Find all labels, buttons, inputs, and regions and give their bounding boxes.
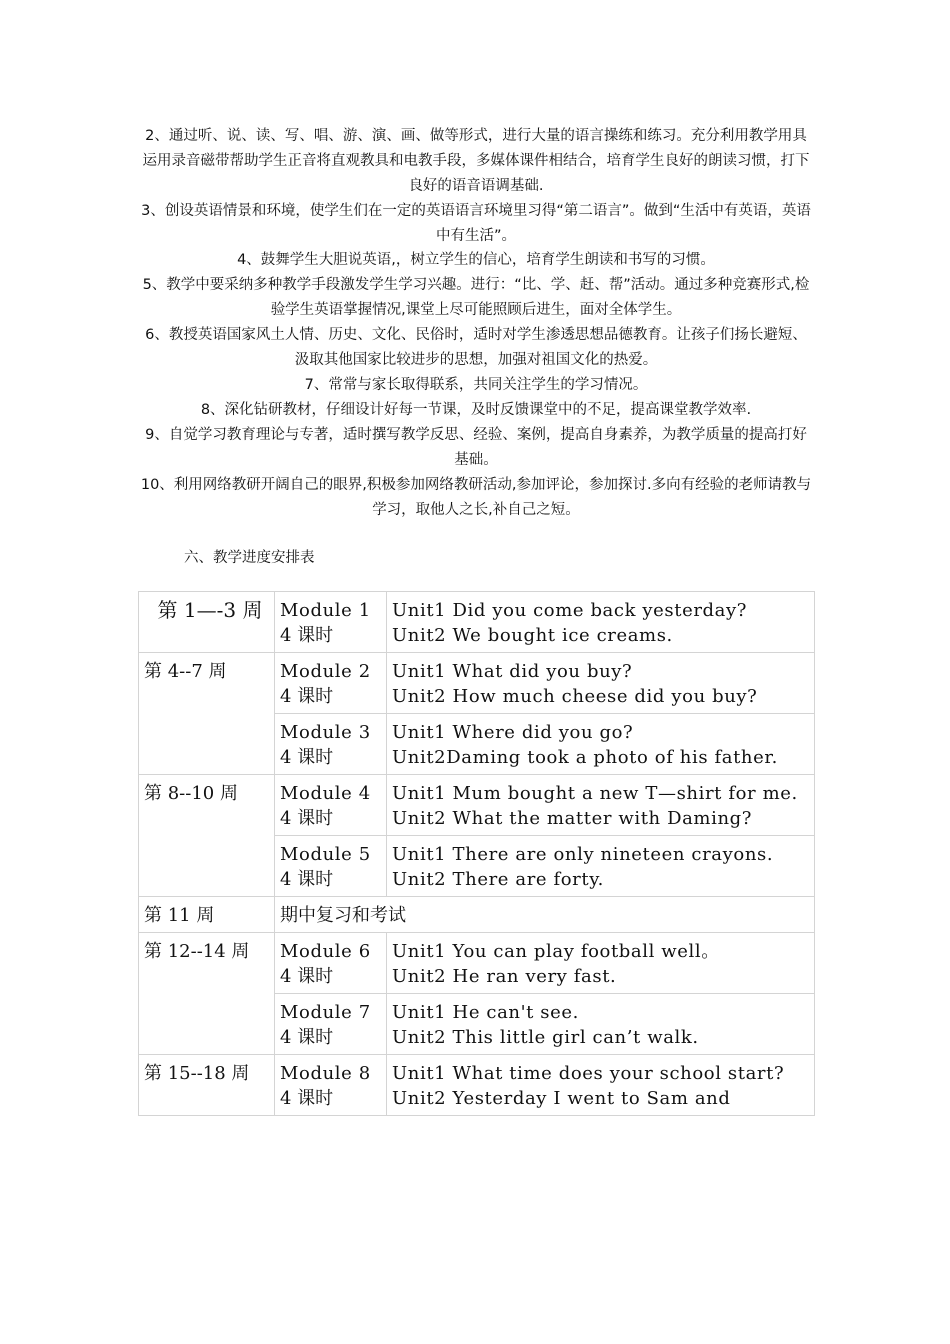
table-row — [139, 1055, 815, 1116]
unit-line: Unit1 You can play football well。 — [392, 941, 720, 962]
unit-line: Unit2Daming took a photo of his father. — [392, 747, 778, 768]
paragraph-5: 5、教学中要采纳多种教学手段激发学生学习兴趣。进行：“比、学、赶、帮”活动。通过多种竞赛形式,检验学生英语掌握情况,课堂上尽可能照顾后进生，面对全体学生。 — [142, 277, 810, 318]
paragraph-4: 4、鼓舞学生大胆说英语,，树立学生的信心，培育学生朗读和书写的习惯。 — [237, 252, 715, 268]
table-row — [139, 592, 815, 653]
units-cell — [387, 592, 815, 653]
module-name: Module 8 — [280, 1063, 371, 1084]
module-name: Module 2 — [280, 661, 371, 682]
unit-line: Unit2 Yesterday I went to Sam and — [392, 1088, 731, 1109]
unit-line: Unit2 There are forty. — [392, 869, 604, 890]
units-cell — [387, 775, 815, 836]
paragraph-10: 10、利用网络教研开阔自己的眼界,积极参加网络教研活动,参加评论，参加探讨.多向有经验的老师请教与学习，取他人之长,补自己之短。 — [140, 477, 812, 518]
table-row — [139, 897, 815, 933]
week-cell: 第 12--14 周 — [139, 933, 275, 1055]
week-cell: 第 15--18 周 — [139, 1055, 275, 1116]
module-hours: 4 课时 — [280, 966, 334, 987]
module-hours: 4 课时 — [280, 686, 334, 707]
unit-line: Unit1 He can't see. — [392, 1002, 579, 1023]
module-cell — [275, 653, 387, 714]
paragraph-6: 6、教授英语国家风土人情、历史、文化、民俗时，适时对学生渗透思想品德教育。让孩子们扬长避短、汲取其他国家比较进步的思想，加强对祖国文化的热爱。 — [145, 327, 807, 368]
module-cell — [275, 775, 387, 836]
unit-line: Unit1 What time does your school start? — [392, 1063, 785, 1084]
section-title: 六、教学进度安排表 — [184, 550, 315, 566]
table-row — [139, 933, 815, 994]
module-name: Module 7 — [280, 1002, 371, 1023]
module-hours: 4 课时 — [280, 808, 334, 829]
table-row — [139, 775, 815, 836]
units-cell — [387, 1055, 815, 1116]
module-cell — [275, 933, 387, 994]
module-cell — [275, 994, 387, 1055]
module-name: Module 1 — [280, 600, 371, 621]
unit-line: Unit1 Where did you go? — [392, 722, 634, 743]
unit-line: Unit1 There are only nineteen crayons. — [392, 844, 774, 865]
module-hours: 4 课时 — [280, 747, 334, 768]
module-hours: 4 课时 — [280, 1088, 334, 1109]
unit-line: Unit2 We bought ice creams. — [392, 625, 673, 646]
module-name: Module 3 — [280, 722, 371, 743]
module-cell — [275, 836, 387, 897]
paragraph-3: 3、创设英语情景和环境，使学生们在一定的英语语言环境里习得“第二语言”。做到“生活中有英语，英语中有生活”。 — [141, 203, 811, 244]
week-cell: 第 8--10 周 — [139, 775, 275, 897]
module-name: Module 5 — [280, 844, 371, 865]
module-name: Module 4 — [280, 783, 371, 804]
paragraph-8: 8、深化钻研教材，仔细设计好每一节课，及时反馈课堂中的不足，提高课堂教学效率. — [200, 402, 752, 418]
module-hours: 4 课时 — [280, 1027, 334, 1048]
schedule-table — [138, 591, 815, 1116]
units-cell — [387, 714, 815, 775]
module-name: Module 6 — [280, 941, 371, 962]
module-cell — [275, 714, 387, 775]
week-cell: 第 1—-3 周 — [139, 592, 275, 653]
module-hours: 4 课时 — [280, 625, 334, 646]
units-cell — [387, 836, 815, 897]
paragraph-7: 7、常常与家长取得联系，共同关注学生的学习情况。 — [304, 377, 648, 393]
week-cell: 第 11 周 — [139, 897, 275, 933]
week-cell: 第 4--7 周 — [139, 653, 275, 775]
module-cell — [275, 1055, 387, 1116]
units-cell — [387, 994, 815, 1055]
midterm-cell: 期中复习和考试 — [275, 897, 815, 933]
unit-line: Unit2 What the matter with Daming? — [392, 808, 753, 829]
module-hours: 4 课时 — [280, 869, 334, 890]
paragraph-2: 2、通过听、说、读、写、唱、游、演、画、做等形式，进行大量的语言操练和练习。充分利用教学用具运用录音磁带帮助学生正音将直观教具和电教手段，多媒体课件相结合，培育学生良好的朗读习惯，打下良好的语音语调基础. — [142, 128, 810, 194]
table-row — [139, 653, 815, 714]
unit-line: Unit1 Did you come back yesterday? — [392, 600, 748, 621]
units-cell — [387, 653, 815, 714]
paragraph-9: 9、自觉学习教育理论与专著，适时撰写教学反思、经验、案例，提高自身素养，为教学质量的提高打好基础。 — [145, 427, 807, 468]
unit-line: Unit1 What did you buy? — [392, 661, 633, 682]
units-cell — [387, 933, 815, 994]
unit-line: Unit2 This little girl can’t walk. — [392, 1027, 699, 1048]
unit-line: Unit2 He ran very fast. — [392, 966, 617, 987]
module-cell — [275, 592, 387, 653]
unit-line: Unit2 How much cheese did you buy? — [392, 686, 758, 707]
unit-line: Unit1 Mum bought a new T—shirt for me. — [392, 783, 798, 804]
